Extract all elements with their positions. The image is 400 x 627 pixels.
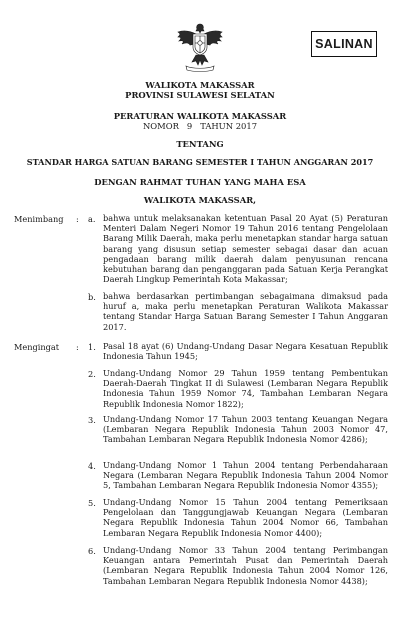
regulation-authority: WALIKOTA MAKASSAR, xyxy=(143,195,257,205)
regulation-subject: STANDAR HARGA SATUAN BARANG SEMESTER I TAHUN ANGGARAN 2017 xyxy=(26,157,374,167)
mengingat-label: Mengingat xyxy=(14,342,60,352)
mengingat-marker-5: 5. xyxy=(88,498,96,508)
mengingat-item-1: Pasal 18 ayat (6) Undang-Undang Dasar Negara Kesatuan Republik Indonesia Tahun 1945; xyxy=(103,341,388,362)
mengingat-item-4: Undang-Undang Nomor 1 Tahun 2004 tentang Perbendaharaan Negara (Lembaran Negara Republik Indonesia Tahun 2004 Nomor 5, Tambahan Lembaran Negara Republik Indonesia Nomor 4355); xyxy=(103,460,388,491)
mengingat-item-3: Undang-Undang Nomor 17 Tahun 2003 tentang Keuangan Negara (Lembaran Negara Republik Indonesia Tahun 2003 Nomor 47, Tambahan Lembaran Negara Republik Indonesia Nomor 4286); xyxy=(103,414,388,445)
header-city-title: WALIKOTA MAKASSAR xyxy=(145,80,255,90)
mengingat-item-2: Undang-Undang Nomor 29 Tahun 1959 tentang Pembentukan Daerah-Daerah Tingkat II di Sulawesi (Lembaran Negara Republik Indonesia Tahun 1959 Nomor 74, Tambahan Lembaran Negara Republik Indonesia Nomor 1822); xyxy=(103,368,388,409)
mengingat-marker-4: 4. xyxy=(88,461,96,471)
regulation-blessing: DENGAN RAHMAT TUHAN YANG MAHA ESA xyxy=(94,177,306,187)
menimbang-marker-a: a. xyxy=(88,214,96,224)
regulation-number: NOMOR 9 TAHUN 2017 xyxy=(142,121,258,131)
garuda-emblem-icon xyxy=(176,22,224,72)
menimbang-item-a: bahwa untuk melaksanakan ketentuan Pasal 20 Ayat (5) Peraturan Menteri Dalam Negeri Nomor 19 Tahun 2016 tentang Pengelolaan Barang Milik Daerah, maka perlu menetapkan standar harga satuan barang yang disusun setiap semester sebagai dasar dan acuan pengadaan barang milik daerah dalam penyusunan rencana kebutuhan barang dan penganggaran pada Satuan Kerja Perangkat Daerah Lingkup Pemerintah Kota Makassar; xyxy=(103,213,388,285)
regulation-title: PERATURAN WALIKOTA MAKASSAR xyxy=(113,111,287,121)
mengingat-item-6: Undang-Undang Nomor 33 Tahun 2004 tentang Perimbangan Keuangan antara Pemerintah Pusat dan Pemerintah Daerah (Lembaran Negara Republik Indonesia Tahun 2004 Nomor 126, Tambahan Lembaran Negara Republik Indonesia Nomor 4438); xyxy=(103,545,388,586)
header-province-title: PROVINSI SULAWESI SELATAN xyxy=(125,90,275,100)
menimbang-item-b: bahwa berdasarkan pertimbangan sebagaimana dimaksud pada huruf a, maka perlu menetapkan Peraturan Walikota Makassar tentang Standar Harga Satuan Barang Semester I Tahun Anggaran 2017. xyxy=(103,291,388,332)
mengingat-marker-3: 3. xyxy=(88,415,96,425)
mengingat-item-5: Undang-Undang Nomor 15 Tahun 2004 tentang Pemeriksaan Pengelolaan dan Tanggungjawab Keuangan Negara (Lembaran Negara Republik Indonesia Tahun 2004 Nomor 66, Tambahan Lembaran Negara Republik Indonesia Nomor 4400); xyxy=(103,497,388,538)
menimbang-colon: : xyxy=(76,214,79,224)
mengingat-marker-1: 1. xyxy=(88,342,96,352)
menimbang-marker-b: b. xyxy=(88,292,96,302)
mengingat-marker-2: 2. xyxy=(88,369,96,379)
mengingat-marker-6: 6. xyxy=(88,546,96,556)
regulation-about: TENTANG xyxy=(176,139,224,149)
salinan-stamp: SALINAN xyxy=(311,31,377,57)
mengingat-colon: : xyxy=(76,342,79,352)
menimbang-label: Menimbang xyxy=(14,214,64,224)
